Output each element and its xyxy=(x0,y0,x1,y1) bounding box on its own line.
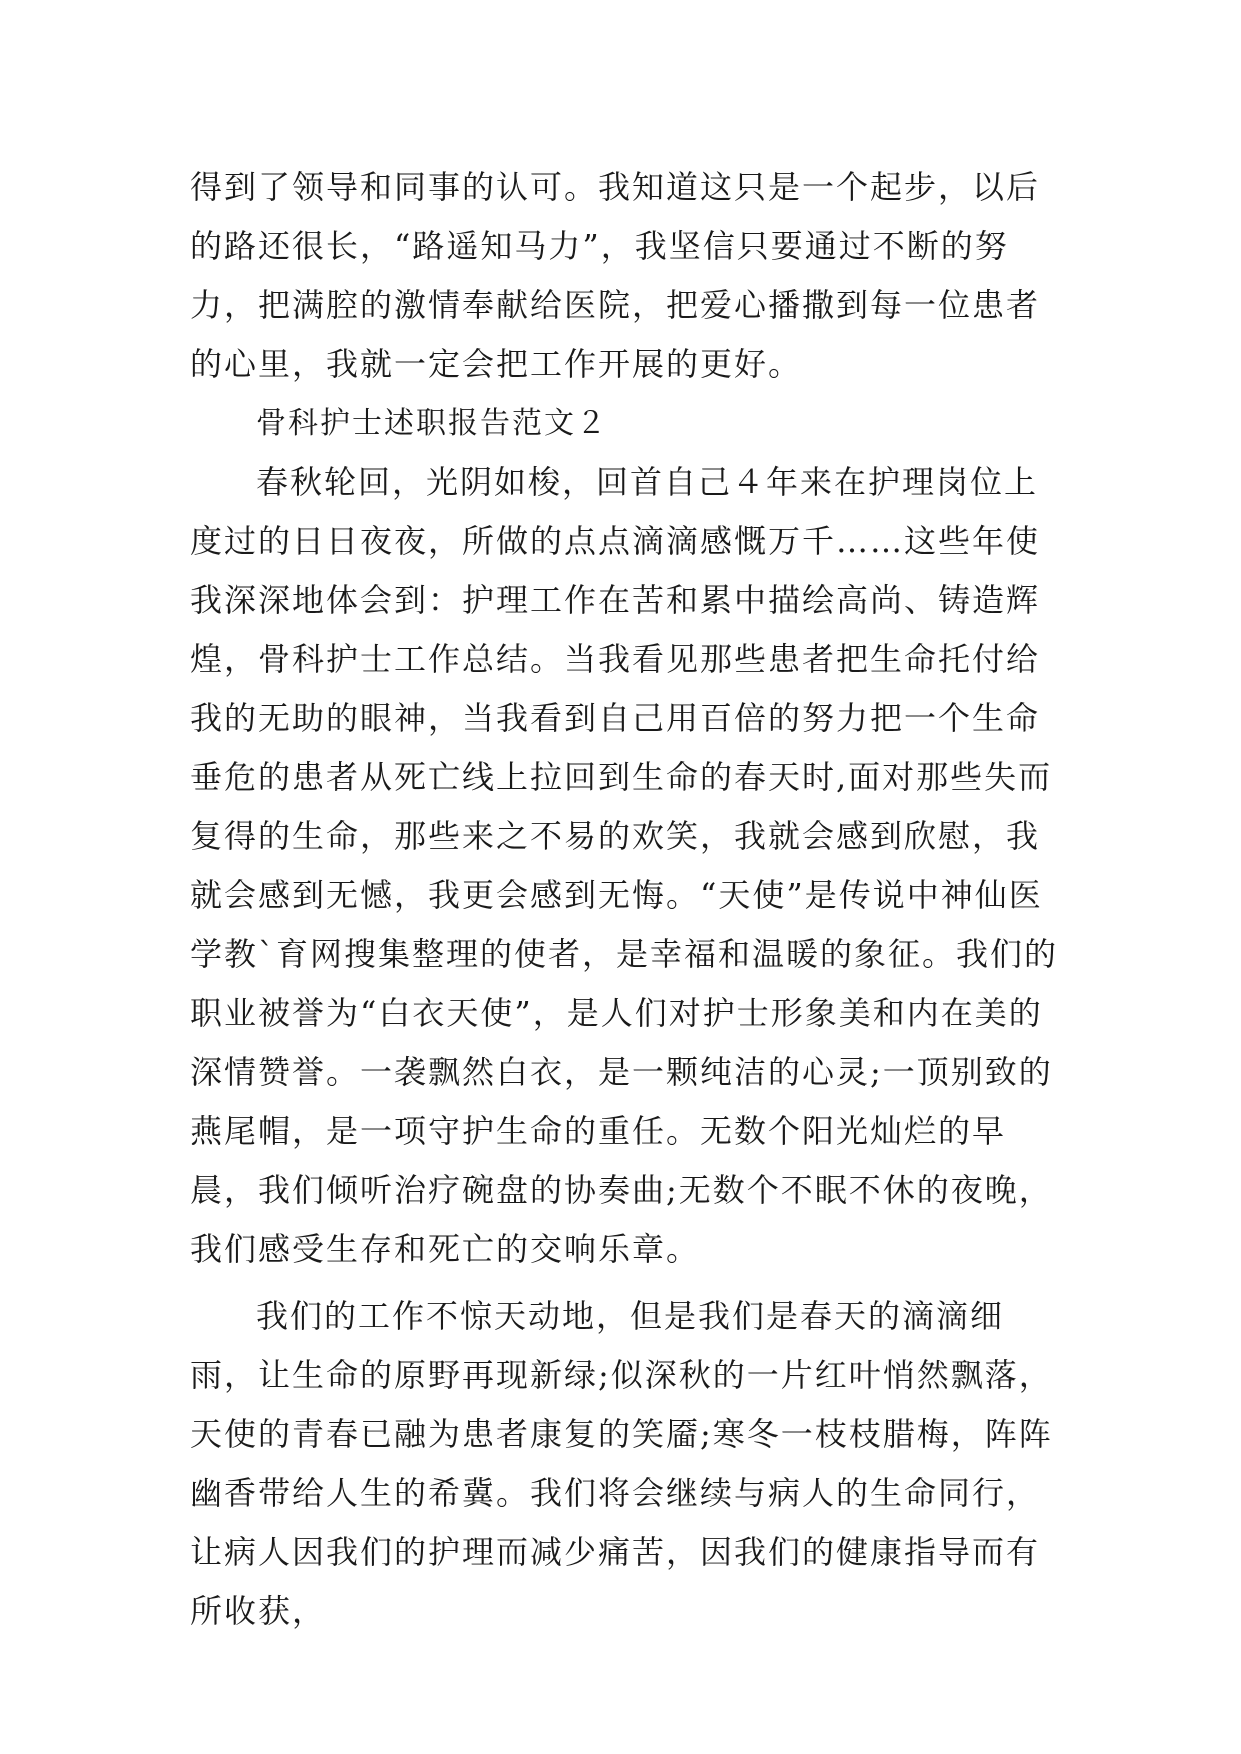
paragraph-spacer xyxy=(190,1279,1070,1287)
paragraph-continued: 得到了领导和同事的认可。我知道这只是一个起步，以后的路还很长，“路遥知马力”，我坚信只要通过不断的努力，把满腔的激情奉献给医院，把爱心播撒到每一位患者的心里，我就一定会把工作开展的更好。 xyxy=(190,168,1041,383)
paragraph-closing: 我们的工作不惊天动地，但是我们是春天的滴滴细雨，让生命的原野再现新绿;似深秋的一片红叶悄然飘落，天使的青春已融为患者康复的笑靥;寒冬一枝枝腊梅，阵阵幽香带给人生的希冀。我们将会继续与病人的生命同行，让病人因我们的护理而减少痛苦，因我们的健康指导而有所收获， xyxy=(190,1297,1053,1630)
paragraph-intro: 春秋轮回，光阴如梭，回首自己４年来在护理岗位上度过的日日夜夜，所做的点点滴滴感慨万千……这些年使我深深地体会到：护理工作在苦和累中描绘高尚、铸造辉煌，骨科护士工作总结。当我看见那些患者把生命托付给我的无助的眼神，当我看到自己用百倍的努力把一个生命垂危的患者从死亡线上拉回到生命的春天时,面对那些失而复得的生命，那些来之不易的欢笑，我就会感到欣慰，我就会感到无憾，我更会感到无悔。“天使”是传说中神仙医学教`育网搜集整理的使者，是幸福和温暖的象征。我们的职业被誉为“白衣天使”，是人们对护士形象美和内在美的深情赞誉。一袭飘然白衣，是一颗纯洁的心灵;一顶别致的燕尾帽，是一项守护生命的重任。无数个阳光灿烂的早晨，我们倾听治疗碗盘的协奏曲;无数个不眠不休的夜晚，我们感受生存和死亡的交响乐章。 xyxy=(190,463,1059,1268)
document-body xyxy=(190,158,1070,1641)
section-heading: 骨科护士述职报告范文２ xyxy=(256,406,608,441)
